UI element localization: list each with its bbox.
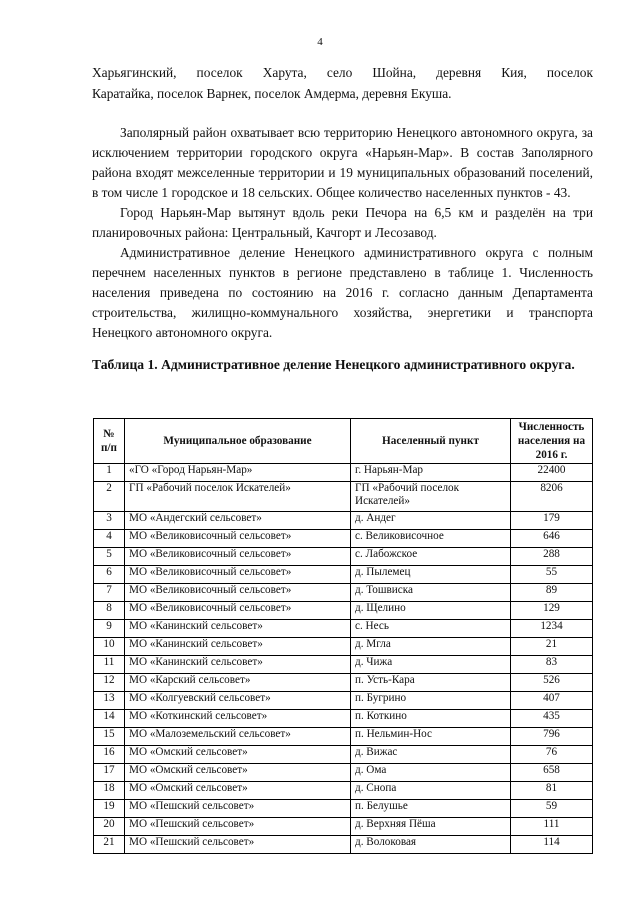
table-row <box>94 764 593 782</box>
table-title: Таблица 1. Административное деление Ненецкого административного округа. <box>92 357 575 372</box>
cell-municipality: МО «Канинский сельсовет» <box>125 656 351 674</box>
table-row <box>94 620 593 638</box>
cell-population: 83 <box>511 656 593 674</box>
cell-num: 14 <box>94 710 125 728</box>
cell-num: 13 <box>94 692 125 710</box>
cell-population: 1234 <box>511 620 593 638</box>
cell-num: 21 <box>94 836 125 854</box>
page-number: 4 <box>317 36 323 48</box>
cell-num: 15 <box>94 728 125 746</box>
cell-municipality: МО «Великовисочный сельсовет» <box>125 584 351 602</box>
table-row <box>94 482 593 512</box>
cell-municipality: ГП «Рабочий поселок Искателей» <box>125 482 351 512</box>
cell-population: 796 <box>511 728 593 746</box>
cell-settlement: д. Снопа <box>351 782 511 800</box>
cell-num: 12 <box>94 674 125 692</box>
paragraph-naryan-mar: Город Нарьян-Мар вытянут вдоль реки Печора на 6,5 км и разделён на три планировочных района: Центральный, Качгорт и Лесозавод. <box>92 205 593 240</box>
cell-settlement: п. Нельмин-Нос <box>351 728 511 746</box>
cell-municipality: МО «Омский сельсовет» <box>125 746 351 764</box>
cell-population: 646 <box>511 530 593 548</box>
cell-num: 11 <box>94 656 125 674</box>
table-row <box>94 548 593 566</box>
cell-municipality: МО «Колгуевский сельсовет» <box>125 692 351 710</box>
cell-settlement: д. Чижа <box>351 656 511 674</box>
admin-division-table <box>93 418 593 854</box>
cell-settlement: п. Усть-Кара <box>351 674 511 692</box>
cell-population: 22400 <box>511 464 593 482</box>
cell-num: 6 <box>94 566 125 584</box>
cell-population: 21 <box>511 638 593 656</box>
cell-population: 8206 <box>511 482 593 512</box>
table-row <box>94 656 593 674</box>
cell-population: 111 <box>511 818 593 836</box>
cell-population: 55 <box>511 566 593 584</box>
cell-municipality: МО «Малоземельский сельсовет» <box>125 728 351 746</box>
cell-population: 288 <box>511 548 593 566</box>
cell-num: 20 <box>94 818 125 836</box>
cell-num: 17 <box>94 764 125 782</box>
cell-settlement: п. Бугрино <box>351 692 511 710</box>
cell-population: 407 <box>511 692 593 710</box>
cell-population: 435 <box>511 710 593 728</box>
table-row <box>94 818 593 836</box>
cell-settlement: ГП «Рабочий поселок Искателей» <box>351 482 511 512</box>
cell-num: 2 <box>94 482 125 512</box>
cell-municipality: МО «Омский сельсовет» <box>125 764 351 782</box>
cell-num: 18 <box>94 782 125 800</box>
table-row <box>94 674 593 692</box>
cell-municipality: МО «Великовисочный сельсовет» <box>125 602 351 620</box>
cell-num: 9 <box>94 620 125 638</box>
cell-population: 59 <box>511 800 593 818</box>
header-num: № п/п <box>94 419 125 464</box>
table-row <box>94 566 593 584</box>
table-row <box>94 836 593 854</box>
cell-municipality: МО «Великовисочный сельсовет» <box>125 530 351 548</box>
cell-num: 1 <box>94 464 125 482</box>
cell-municipality: МО «Великовисочный сельсовет» <box>125 566 351 584</box>
cell-settlement: д. Андег <box>351 512 511 530</box>
cell-municipality: МО «Канинский сельсовет» <box>125 638 351 656</box>
table-row <box>94 710 593 728</box>
header-settlement: Населенный пункт <box>351 419 511 464</box>
cell-num: 3 <box>94 512 125 530</box>
cell-settlement: д. Мгла <box>351 638 511 656</box>
table-row <box>94 692 593 710</box>
document-body <box>92 62 593 375</box>
table-row <box>94 638 593 656</box>
cell-settlement: д. Тошвиска <box>351 584 511 602</box>
continuation-line-2: Каратайка, поселок Варнек, поселок Амдерма, деревня Екуша. <box>92 86 452 101</box>
cell-num: 19 <box>94 800 125 818</box>
cell-population: 129 <box>511 602 593 620</box>
cell-municipality: МО «Андегский сельсовет» <box>125 512 351 530</box>
table-row <box>94 602 593 620</box>
cell-num: 10 <box>94 638 125 656</box>
cell-num: 8 <box>94 602 125 620</box>
cell-population: 658 <box>511 764 593 782</box>
cell-municipality: МО «Великовисочный сельсовет» <box>125 548 351 566</box>
cell-population: 89 <box>511 584 593 602</box>
table-row <box>94 584 593 602</box>
cell-settlement: д. Ома <box>351 764 511 782</box>
cell-settlement: с. Лабожское <box>351 548 511 566</box>
cell-num: 16 <box>94 746 125 764</box>
cell-municipality: МО «Пешский сельсовет» <box>125 800 351 818</box>
paragraph-admin-division: Административное деление Ненецкого административного округа с полным перечнем населенных пунктов в регионе представлено в таблице 1. Численность населения приведена по состоянию на 2016 г. согласно данным Департамента строительства, жилищно-коммунального хозяйства, энергетики и транспорта Ненецкого автономного округа. <box>92 245 593 340</box>
table-row <box>94 746 593 764</box>
cell-settlement: д. Пылемец <box>351 566 511 584</box>
table-row <box>94 530 593 548</box>
cell-settlement: д. Верхняя Пёша <box>351 818 511 836</box>
table-header-row <box>94 419 593 464</box>
cell-municipality: МО «Пешский сельсовет» <box>125 818 351 836</box>
paragraph-zapolyarny: Заполярный район охватывает всю территорию Ненецкого автономного округа, за исключением территории городского округа «Нарьян-Мар». В состав Заполярного района входят межселенные территории и 19 муниципальных образований поселений, в том числе 1 городское и 18 сельских. Общее количество населенных пунктов - 43. <box>92 125 593 200</box>
table-row <box>94 782 593 800</box>
table-row <box>94 800 593 818</box>
cell-municipality: МО «Омский сельсовет» <box>125 782 351 800</box>
cell-settlement: с. Великовисочное <box>351 530 511 548</box>
table-row <box>94 464 593 482</box>
cell-num: 4 <box>94 530 125 548</box>
table-row <box>94 728 593 746</box>
cell-municipality: МО «Канинский сельсовет» <box>125 620 351 638</box>
cell-num: 5 <box>94 548 125 566</box>
cell-settlement: п. Коткино <box>351 710 511 728</box>
cell-settlement: д. Вижас <box>351 746 511 764</box>
cell-population: 81 <box>511 782 593 800</box>
cell-num: 7 <box>94 584 125 602</box>
cell-settlement: д. Щелино <box>351 602 511 620</box>
table-body <box>94 464 593 854</box>
cell-settlement: г. Нарьян-Мар <box>351 464 511 482</box>
cell-municipality: «ГО «Город Нарьян-Мар» <box>125 464 351 482</box>
continuation-text <box>92 62 593 104</box>
cell-settlement: д. Волоковая <box>351 836 511 854</box>
cell-population: 526 <box>511 674 593 692</box>
header-population: Численность населения на 2016 г. <box>511 419 593 464</box>
continuation-line-1: Харьягинский, поселок Харута, село Шойна, деревня Кия, поселок <box>92 65 593 80</box>
cell-municipality: МО «Коткинский сельсовет» <box>125 710 351 728</box>
cell-settlement: с. Несь <box>351 620 511 638</box>
cell-population: 179 <box>511 512 593 530</box>
cell-municipality: МО «Пешский сельсовет» <box>125 836 351 854</box>
header-municipality: Муниципальное образование <box>125 419 351 464</box>
table-row <box>94 512 593 530</box>
cell-population: 114 <box>511 836 593 854</box>
cell-municipality: МО «Карский сельсовет» <box>125 674 351 692</box>
cell-settlement: п. Белушье <box>351 800 511 818</box>
cell-population: 76 <box>511 746 593 764</box>
